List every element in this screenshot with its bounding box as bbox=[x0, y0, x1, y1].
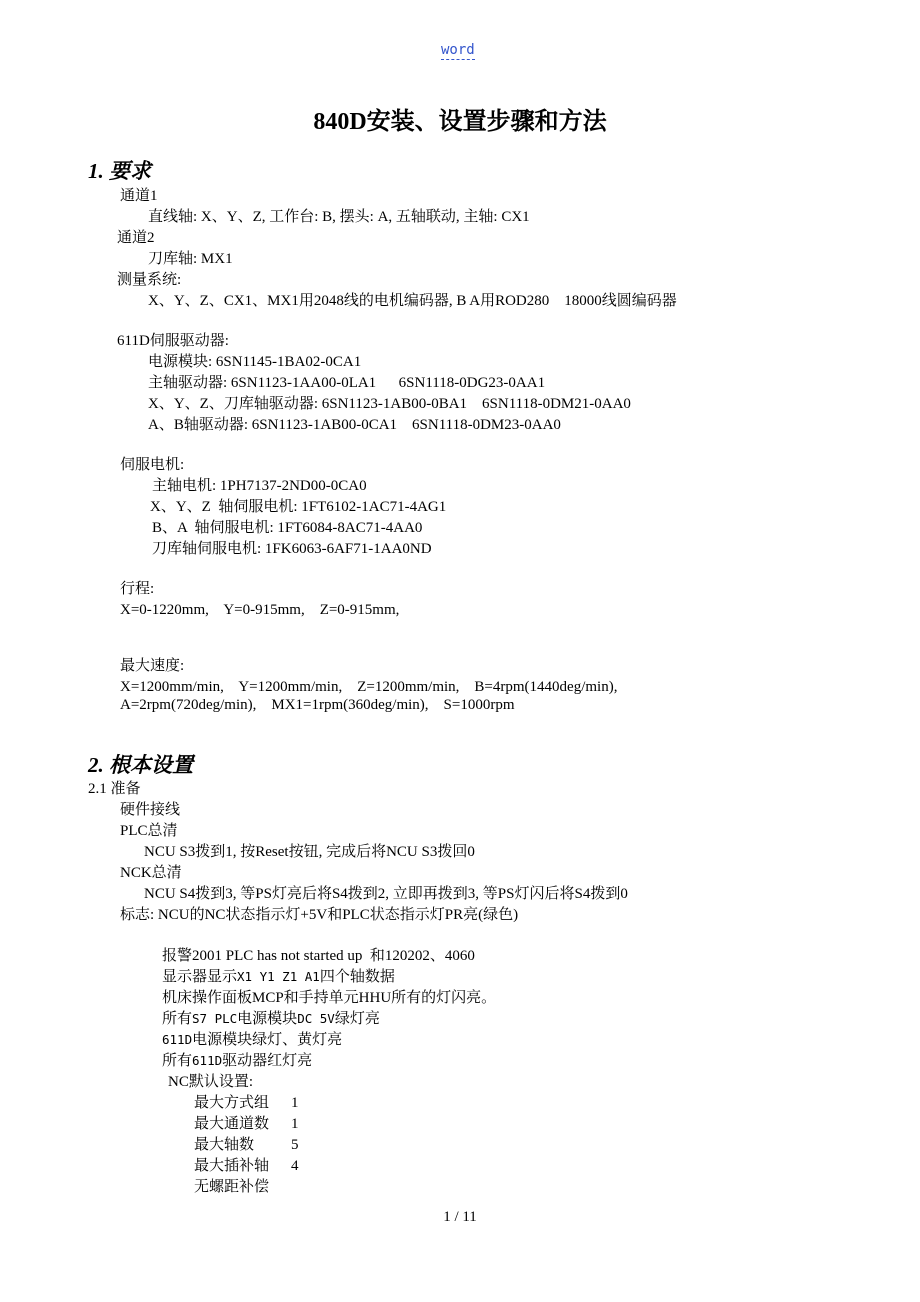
nc-default-name: 最大插补轴 bbox=[194, 1158, 270, 1174]
s7-suffix: 绿灯亮 bbox=[334, 1011, 380, 1027]
section2-heading: 2. 根本设置 bbox=[88, 753, 193, 777]
motor-item: B、A 轴伺服电机: 1FT6084-8AC71-4AA0 bbox=[152, 520, 423, 536]
display-suffix: 四个轴数据 bbox=[319, 969, 395, 985]
motor-label: 伺服电机: bbox=[120, 457, 185, 473]
nc-default-value: 4 bbox=[291, 1158, 299, 1174]
nc-default-value: 1 bbox=[291, 1095, 299, 1111]
drv-prefix: 所有 bbox=[162, 1053, 193, 1069]
travel-label: 行程: bbox=[120, 581, 155, 597]
mcp-text: 机床操作面板MCP和手持单元HHU所有的灯闪亮。 bbox=[162, 990, 497, 1006]
s7-text bbox=[162, 1009, 380, 1029]
drive-item: A、B轴驱动器: 6SN1123-1AB00-0CA1 6SN1118-0DM23-0AA0 bbox=[148, 417, 561, 433]
alarm-text: 报警2001 PLC has not started up 和120202、4060 bbox=[162, 948, 475, 964]
no-pitch-text: 无螺距补偿 bbox=[194, 1179, 270, 1195]
speed-label: 最大速度: bbox=[120, 658, 185, 674]
s7-mono-2: DC 5V bbox=[297, 1011, 335, 1026]
psu-mono: 611D bbox=[162, 1032, 193, 1047]
nc-default-name: 最大轴数 bbox=[194, 1137, 255, 1153]
nc-default-name: 最大方式组 bbox=[194, 1095, 270, 1111]
drv-mono: 611D bbox=[192, 1053, 223, 1068]
plc-clear-label: PLC总清 bbox=[120, 823, 178, 839]
motor-item: 主轴电机: 1PH7137-2ND00-0CA0 bbox=[152, 478, 367, 494]
drive-item: 电源模块: 6SN1145-1BA02-0CA1 bbox=[148, 354, 362, 370]
channel2-axes: 刀库轴: MX1 bbox=[148, 251, 233, 267]
channel1-label: 通道1 bbox=[120, 188, 158, 204]
channel1-axes: 直线轴: X、Y、Z, 工作台: B, 摆头: A, 五轴联动, 主轴: CX1 bbox=[148, 209, 530, 225]
display-prefix: 显示器显示 bbox=[162, 969, 238, 985]
page-number: 1 / 11 bbox=[443, 1209, 477, 1225]
nc-default-value: 1 bbox=[291, 1116, 299, 1132]
header-word-link[interactable]: word bbox=[441, 42, 475, 58]
drv-suffix: 驱动器红灯亮 bbox=[222, 1053, 313, 1069]
nc-default-label: NC默认设置: bbox=[168, 1074, 254, 1090]
s7-prefix: 所有 bbox=[162, 1011, 193, 1027]
page-title: 840D安装、设置步骤和方法 bbox=[313, 109, 607, 135]
s7-mid: 电源模块 bbox=[237, 1011, 298, 1027]
display-text bbox=[162, 967, 395, 987]
display-axes: X1 Y1 Z1 A1 bbox=[237, 969, 320, 984]
travel-text: X=0-1220mm, Y=0-915mm, Z=0-915mm, bbox=[120, 602, 400, 618]
drv-text bbox=[162, 1051, 312, 1071]
psu-text bbox=[162, 1030, 342, 1050]
measure-text: X、Y、Z、CX1、MX1用2048线的电机编码器, B A用ROD280 18000线圆编码器 bbox=[148, 293, 677, 309]
motor-item: 刀库轴伺服电机: 1FK6063-6AF71-1AA0ND bbox=[152, 541, 432, 557]
speed-line-2: A=2rpm(720deg/min), MX1=1rpm(360deg/min), S=1000rpm bbox=[120, 697, 515, 713]
subsection-heading: 2.1 准备 bbox=[88, 781, 141, 797]
section1-heading: 1. 要求 bbox=[88, 159, 151, 183]
nc-default-name: 最大通道数 bbox=[194, 1116, 270, 1132]
nck-clear-label: NCK总清 bbox=[120, 865, 182, 881]
motor-item: X、Y、Z 轴伺服电机: 1FT6102-1AC71-4AG1 bbox=[150, 499, 447, 515]
speed-line-1: X=1200mm/min, Y=1200mm/min, Z=1200mm/min, B=4rpm(1440deg/min), bbox=[120, 679, 618, 695]
channel2-label: 通道2 bbox=[117, 230, 155, 246]
measure-label: 测量系统: bbox=[117, 272, 182, 288]
drive-item: 主轴驱动器: 6SN1123-1AA00-0LA1 6SN1118-0DG23-0AA1 bbox=[148, 375, 546, 391]
drive-item: X、Y、Z、刀库轴驱动器: 6SN1123-1AB00-0BA1 6SN1118-0DM21-0AA0 bbox=[148, 396, 631, 412]
s7-mono: S7 PLC bbox=[192, 1011, 238, 1026]
wiring-text: 硬件接线 bbox=[120, 802, 181, 818]
indicator-text: 标志: NCU的NC状态指示灯+5V和PLC状态指示灯PR亮(绿色) bbox=[120, 907, 519, 923]
psu-suffix: 电源模块绿灯、黄灯亮 bbox=[192, 1032, 343, 1048]
plc-clear-text: NCU S3拨到1, 按Reset按钮, 完成后将NCU S3拨回0 bbox=[144, 844, 475, 860]
nc-default-value: 5 bbox=[291, 1137, 299, 1153]
nck-clear-text: NCU S4拨到3, 等PS灯亮后将S4拨到2, 立即再拨到3, 等PS灯闪后将S4拨到0 bbox=[144, 886, 628, 902]
drive-label: 611D伺服驱动器: bbox=[117, 333, 229, 349]
